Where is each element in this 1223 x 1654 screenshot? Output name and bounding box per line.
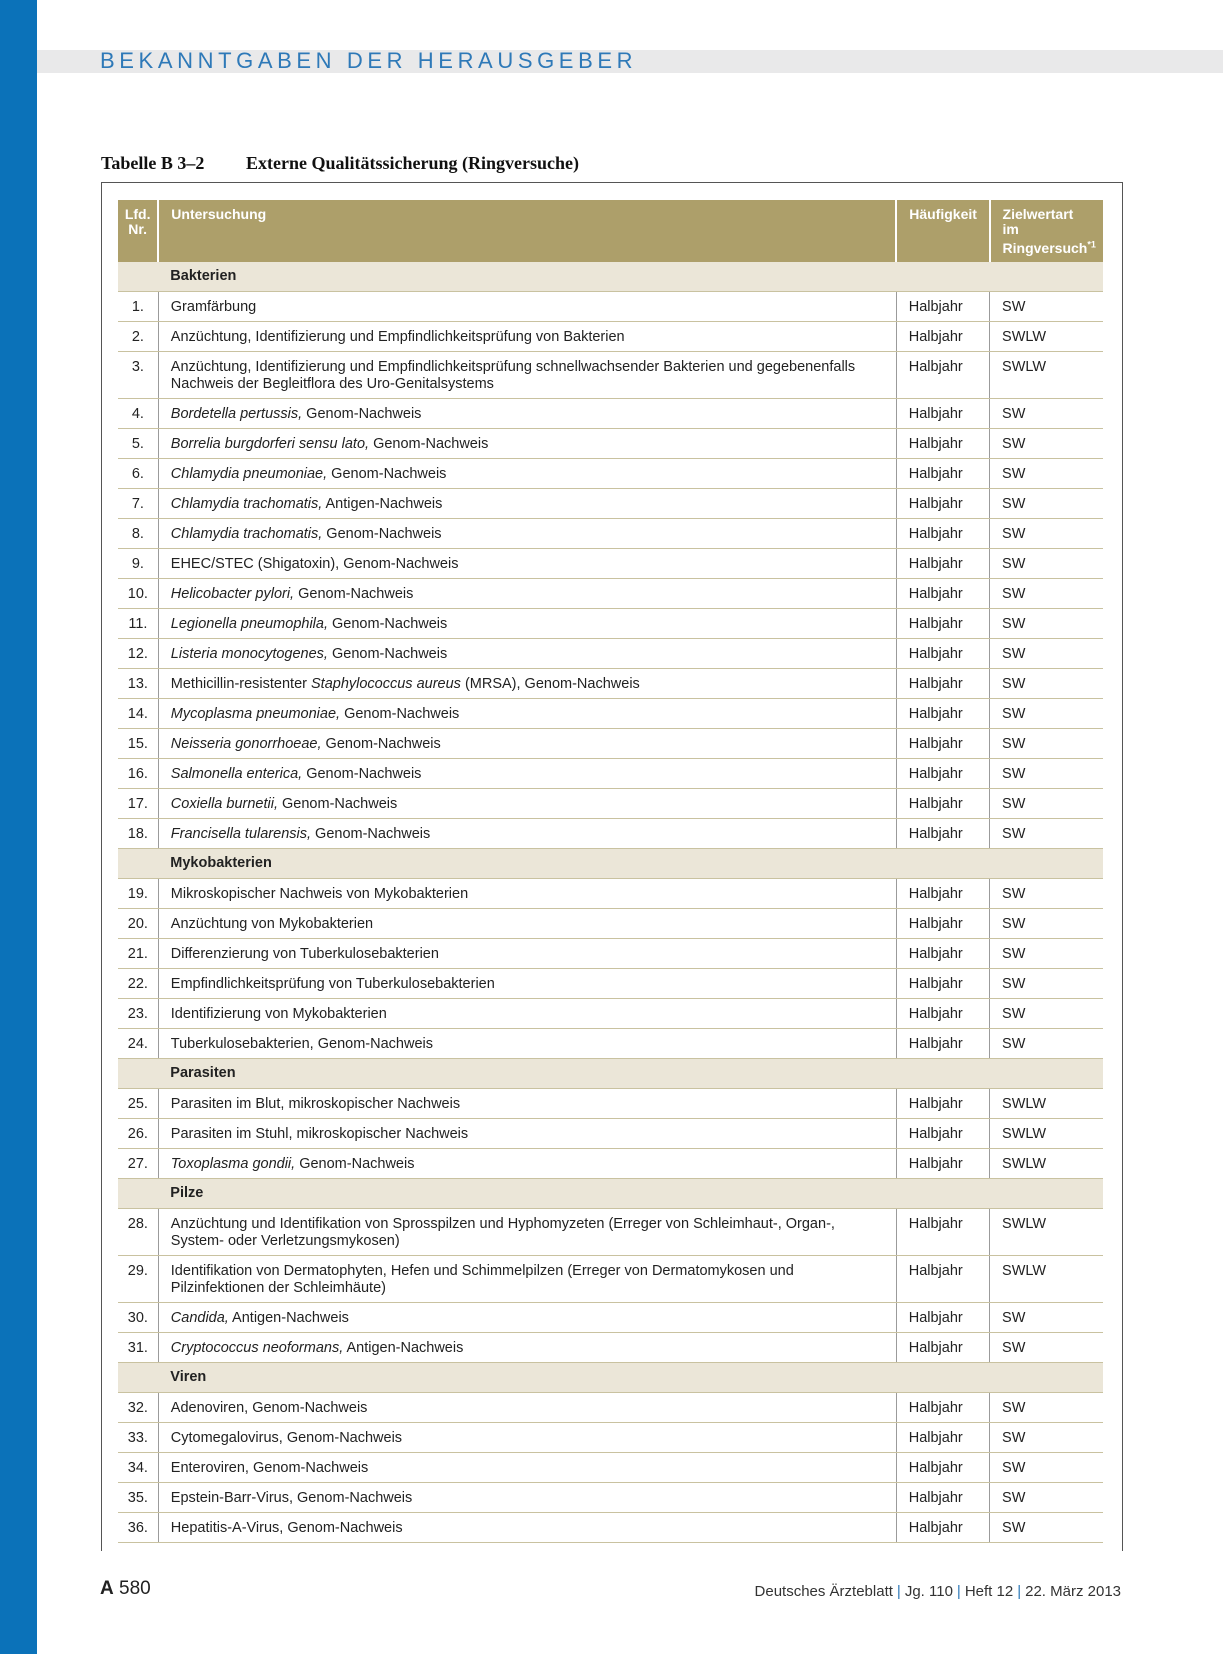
table-row: [118, 1208, 1103, 1255]
issue: Heft 12: [964, 1583, 1014, 1600]
row-haeufigkeit: Halbjahr: [896, 818, 989, 848]
table-row: [118, 1118, 1103, 1148]
row-untersuchung: Mikroskopischer Nachweis von Mykobakterien: [158, 878, 896, 908]
row-untersuchung: Bordetella pertussis, Genom-Nachweis: [158, 398, 896, 428]
table-title: Externe Qualitätssicherung (Ringversuche): [246, 153, 579, 173]
row-zielwert: SW: [990, 908, 1103, 938]
page-number: A 580: [100, 1578, 151, 1599]
table-row: [118, 1452, 1103, 1482]
row-zielwert: SW: [990, 518, 1103, 548]
section-title: Viren: [158, 1362, 1103, 1392]
table-row: [118, 698, 1103, 728]
row-number: 4.: [118, 398, 158, 428]
row-haeufigkeit: Halbjahr: [896, 321, 989, 351]
row-untersuchung: Methicillin-resistenter Staphylococcus aureus (MRSA), Genom-Nachweis: [158, 668, 896, 698]
table-row: [118, 1255, 1103, 1302]
row-haeufigkeit: Halbjahr: [896, 1482, 989, 1512]
row-zielwert: SWLW: [990, 1208, 1103, 1255]
row-number: 36.: [118, 1512, 158, 1542]
row-haeufigkeit: Halbjahr: [896, 968, 989, 998]
row-untersuchung: Francisella tularensis, Genom-Nachweis: [158, 818, 896, 848]
column-header-untersuchung: Untersuchung: [158, 200, 896, 262]
table-row: [118, 518, 1103, 548]
row-number: 2.: [118, 321, 158, 351]
row-number: 15.: [118, 728, 158, 758]
row-untersuchung: Anzüchtung, Identifizierung und Empfindlichkeitsprüfung schnellwachsender Bakterien und gegebenenfalls Nachweis der Begleitflora des Uro-Genitalsystems: [158, 351, 896, 398]
row-untersuchung: Cytomegalovirus, Genom-Nachweis: [158, 1422, 896, 1452]
row-number: 32.: [118, 1392, 158, 1422]
row-zielwert: SW: [990, 291, 1103, 321]
table-row: [118, 938, 1103, 968]
row-haeufigkeit: Halbjahr: [896, 608, 989, 638]
row-haeufigkeit: Halbjahr: [896, 758, 989, 788]
section-title: Pilze: [158, 1178, 1103, 1208]
row-number: 10.: [118, 578, 158, 608]
row-zielwert: SWLW: [990, 1255, 1103, 1302]
row-untersuchung: Parasiten im Blut, mikroskopischer Nachweis: [158, 1088, 896, 1118]
row-untersuchung: Neisseria gonorrhoeae, Genom-Nachweis: [158, 728, 896, 758]
row-number: 34.: [118, 1452, 158, 1482]
row-number: 27.: [118, 1148, 158, 1178]
table-row: [118, 788, 1103, 818]
table-row: [118, 578, 1103, 608]
section-spacer: [118, 848, 158, 878]
table-row: [118, 638, 1103, 668]
row-untersuchung: Salmonella enterica, Genom-Nachweis: [158, 758, 896, 788]
row-untersuchung: Hepatitis-A-Virus, Genom-Nachweis: [158, 1512, 896, 1542]
row-number: 23.: [118, 998, 158, 1028]
row-number: 16.: [118, 758, 158, 788]
row-haeufigkeit: Halbjahr: [896, 728, 989, 758]
row-untersuchung: Identifikation von Dermatophyten, Hefen und Schimmelpilzen (Erreger von Dermatomykosen und Pilzinfektionen der Schleimhäute): [158, 1255, 896, 1302]
table-row: [118, 728, 1103, 758]
row-number: 18.: [118, 818, 158, 848]
row-haeufigkeit: Halbjahr: [896, 698, 989, 728]
row-zielwert: SW: [990, 1482, 1103, 1512]
row-number: 35.: [118, 1482, 158, 1512]
row-haeufigkeit: Halbjahr: [896, 1028, 989, 1058]
row-zielwert: SW: [990, 548, 1103, 578]
row-number: 3.: [118, 351, 158, 398]
row-haeufigkeit: Halbjahr: [896, 1332, 989, 1362]
table-row: [118, 608, 1103, 638]
row-untersuchung: Coxiella burnetii, Genom-Nachweis: [158, 788, 896, 818]
row-zielwert: SW: [990, 968, 1103, 998]
row-zielwert: SWLW: [990, 351, 1103, 398]
row-zielwert: SW: [990, 758, 1103, 788]
row-haeufigkeit: Halbjahr: [896, 1392, 989, 1422]
table-row: [118, 1028, 1103, 1058]
row-untersuchung: Anzüchtung, Identifizierung und Empfindlichkeitsprüfung von Bakterien: [158, 321, 896, 351]
row-number: 25.: [118, 1088, 158, 1118]
row-zielwert: SWLW: [990, 321, 1103, 351]
row-zielwert: SW: [990, 1028, 1103, 1058]
volume: Jg. 110: [904, 1583, 953, 1600]
section-spacer: [118, 1178, 158, 1208]
row-haeufigkeit: Halbjahr: [896, 1208, 989, 1255]
table-row: [118, 818, 1103, 848]
row-zielwert: SW: [990, 1422, 1103, 1452]
row-haeufigkeit: Halbjahr: [896, 638, 989, 668]
footer-citation: Deutsches Ärzteblatt | Jg. 110 | Heft 12 | 22. März 2013: [754, 1583, 1121, 1600]
quality-assurance-table: [118, 200, 1103, 1543]
table-row: [118, 1302, 1103, 1332]
table-row: [118, 1482, 1103, 1512]
table-row: [118, 908, 1103, 938]
table-row: [118, 351, 1103, 398]
row-zielwert: SW: [990, 578, 1103, 608]
section-row: [118, 1362, 1103, 1392]
table-label: Tabelle B 3–2: [101, 153, 205, 173]
row-haeufigkeit: Halbjahr: [896, 351, 989, 398]
row-untersuchung: Cryptococcus neoformans, Antigen-Nachweis: [158, 1332, 896, 1362]
row-haeufigkeit: Halbjahr: [896, 548, 989, 578]
row-number: 31.: [118, 1332, 158, 1362]
row-zielwert: SW: [990, 398, 1103, 428]
row-haeufigkeit: Halbjahr: [896, 1148, 989, 1178]
table-row: [118, 1422, 1103, 1452]
row-zielwert: SW: [990, 1452, 1103, 1482]
row-haeufigkeit: Halbjahr: [896, 998, 989, 1028]
section-title: Bakterien: [158, 262, 1103, 292]
section-row: [118, 1058, 1103, 1088]
row-haeufigkeit: Halbjahr: [896, 1512, 989, 1542]
table-row: [118, 1148, 1103, 1178]
table-row: [118, 398, 1103, 428]
table-row: [118, 548, 1103, 578]
row-zielwert: SWLW: [990, 1148, 1103, 1178]
row-zielwert: SW: [990, 938, 1103, 968]
row-untersuchung: Chlamydia pneumoniae, Genom-Nachweis: [158, 458, 896, 488]
row-zielwert: SW: [990, 1332, 1103, 1362]
row-zielwert: SW: [990, 818, 1103, 848]
section-spacer: [118, 262, 158, 292]
journal-name: Deutsches Ärzteblatt: [754, 1583, 893, 1600]
row-zielwert: SW: [990, 998, 1103, 1028]
row-zielwert: SW: [990, 458, 1103, 488]
row-haeufigkeit: Halbjahr: [896, 1452, 989, 1482]
section-spacer: [118, 1362, 158, 1392]
row-untersuchung: Listeria monocytogenes, Genom-Nachweis: [158, 638, 896, 668]
row-number: 26.: [118, 1118, 158, 1148]
row-untersuchung: Empfindlichkeitsprüfung von Tuberkulosebakterien: [158, 968, 896, 998]
row-untersuchung: Parasiten im Stuhl, mikroskopischer Nachweis: [158, 1118, 896, 1148]
section-row: [118, 1178, 1103, 1208]
row-haeufigkeit: Halbjahr: [896, 668, 989, 698]
row-untersuchung: Anzüchtung und Identifikation von Sprosspilzen und Hyphomyzeten (Erreger von Schleimhaut-, Organ-, System- oder Verletzungsmykosen): [158, 1208, 896, 1255]
row-number: 17.: [118, 788, 158, 818]
sidebar-accent-bar: [0, 0, 37, 1654]
row-number: 33.: [118, 1422, 158, 1452]
row-untersuchung: Mycoplasma pneumoniae, Genom-Nachweis: [158, 698, 896, 728]
row-number: 21.: [118, 938, 158, 968]
row-number: 1.: [118, 291, 158, 321]
row-number: 9.: [118, 548, 158, 578]
table-row: [118, 488, 1103, 518]
row-untersuchung: Enteroviren, Genom-Nachweis: [158, 1452, 896, 1482]
row-haeufigkeit: Halbjahr: [896, 1118, 989, 1148]
column-header-nr: Lfd. Nr.: [118, 200, 158, 262]
row-untersuchung: Adenoviren, Genom-Nachweis: [158, 1392, 896, 1422]
row-untersuchung: EHEC/STEC (Shigatoxin), Genom-Nachweis: [158, 548, 896, 578]
section-title: Parasiten: [158, 1058, 1103, 1088]
row-number: 28.: [118, 1208, 158, 1255]
section-row: [118, 848, 1103, 878]
section-row: [118, 262, 1103, 292]
table-row: [118, 668, 1103, 698]
row-untersuchung: Legionella pneumophila, Genom-Nachweis: [158, 608, 896, 638]
row-zielwert: SW: [990, 1512, 1103, 1542]
row-number: 20.: [118, 908, 158, 938]
row-zielwert: SW: [990, 608, 1103, 638]
table-row: [118, 1392, 1103, 1422]
row-untersuchung: Gramfärbung: [158, 291, 896, 321]
table-row: [118, 458, 1103, 488]
column-header-haeufigkeit: Häufigkeit: [896, 200, 989, 262]
column-header-zielwert: Zielwertart im Ringversuch$^{*1}$: [990, 200, 1103, 262]
row-zielwert: SW: [990, 728, 1103, 758]
section-header-title: BEKANNTGABEN DER HERAUSGEBER: [100, 48, 638, 73]
table-row: [118, 291, 1103, 321]
table-row: [118, 968, 1103, 998]
row-zielwert: SW: [990, 668, 1103, 698]
row-untersuchung: Chlamydia trachomatis, Genom-Nachweis: [158, 518, 896, 548]
table-header-row: [118, 200, 1103, 262]
row-untersuchung: Helicobacter pylori, Genom-Nachweis: [158, 578, 896, 608]
date: 22. März 2013: [1025, 1583, 1121, 1600]
row-haeufigkeit: Halbjahr: [896, 398, 989, 428]
table-row: [118, 998, 1103, 1028]
row-number: 30.: [118, 1302, 158, 1332]
row-zielwert: SW: [990, 1302, 1103, 1332]
row-number: 5.: [118, 428, 158, 458]
row-number: 13.: [118, 668, 158, 698]
row-untersuchung: Differenzierung von Tuberkulosebakterien: [158, 938, 896, 968]
row-untersuchung: Candida, Antigen-Nachweis: [158, 1302, 896, 1332]
row-zielwert: SW: [990, 428, 1103, 458]
row-haeufigkeit: Halbjahr: [896, 1088, 989, 1118]
row-haeufigkeit: Halbjahr: [896, 578, 989, 608]
row-haeufigkeit: Halbjahr: [896, 908, 989, 938]
row-number: 7.: [118, 488, 158, 518]
row-haeufigkeit: Halbjahr: [896, 1422, 989, 1452]
row-untersuchung: Toxoplasma gondii, Genom-Nachweis: [158, 1148, 896, 1178]
row-zielwert: SW: [990, 638, 1103, 668]
row-untersuchung: Borrelia burgdorferi sensu lato, Genom-Nachweis: [158, 428, 896, 458]
row-zielwert: SW: [990, 488, 1103, 518]
row-zielwert: SW: [990, 788, 1103, 818]
row-haeufigkeit: Halbjahr: [896, 518, 989, 548]
row-zielwert: SWLW: [990, 1118, 1103, 1148]
row-number: 24.: [118, 1028, 158, 1058]
table-row: [118, 758, 1103, 788]
table-body: [118, 262, 1103, 1543]
table-row: [118, 428, 1103, 458]
section-spacer: [118, 1058, 158, 1088]
table-caption: [101, 153, 579, 174]
row-haeufigkeit: Halbjahr: [896, 428, 989, 458]
table-row: [118, 1088, 1103, 1118]
row-number: 19.: [118, 878, 158, 908]
row-zielwert: SW: [990, 698, 1103, 728]
row-number: 29.: [118, 1255, 158, 1302]
table-row: [118, 321, 1103, 351]
row-untersuchung: Chlamydia trachomatis, Antigen-Nachweis: [158, 488, 896, 518]
row-zielwert: SW: [990, 878, 1103, 908]
section-title: Mykobakterien: [158, 848, 1103, 878]
row-haeufigkeit: Halbjahr: [896, 788, 989, 818]
row-zielwert: SWLW: [990, 1088, 1103, 1118]
row-haeufigkeit: Halbjahr: [896, 291, 989, 321]
row-number: 14.: [118, 698, 158, 728]
table-row: [118, 1332, 1103, 1362]
row-haeufigkeit: Halbjahr: [896, 458, 989, 488]
row-haeufigkeit: Halbjahr: [896, 878, 989, 908]
row-untersuchung: Epstein-Barr-Virus, Genom-Nachweis: [158, 1482, 896, 1512]
row-number: 6.: [118, 458, 158, 488]
row-haeufigkeit: Halbjahr: [896, 1255, 989, 1302]
row-number: 12.: [118, 638, 158, 668]
table-row: [118, 1512, 1103, 1542]
row-zielwert: SW: [990, 1392, 1103, 1422]
row-number: 22.: [118, 968, 158, 998]
row-number: 11.: [118, 608, 158, 638]
row-haeufigkeit: Halbjahr: [896, 1302, 989, 1332]
row-haeufigkeit: Halbjahr: [896, 938, 989, 968]
row-untersuchung: Anzüchtung von Mykobakterien: [158, 908, 896, 938]
row-untersuchung: Identifizierung von Mykobakterien: [158, 998, 896, 1028]
row-number: 8.: [118, 518, 158, 548]
table-row: [118, 878, 1103, 908]
row-untersuchung: Tuberkulosebakterien, Genom-Nachweis: [158, 1028, 896, 1058]
row-haeufigkeit: Halbjahr: [896, 488, 989, 518]
